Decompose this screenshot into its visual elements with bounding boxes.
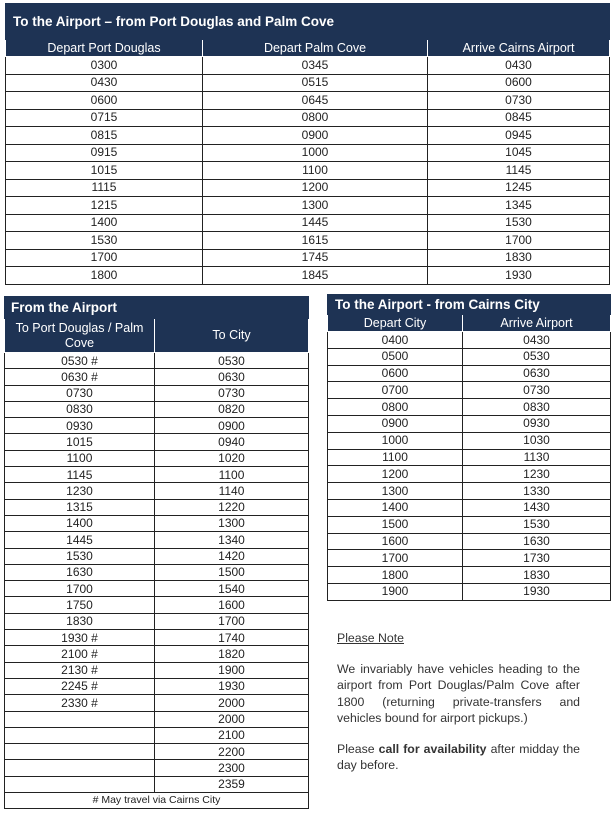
table-row <box>6 144 610 162</box>
table-cell: 0700 <box>328 382 463 399</box>
table-cell: 1015 <box>6 162 203 180</box>
table-cell: 0830 <box>5 401 155 417</box>
table-row <box>328 399 611 416</box>
table-cell: 1345 <box>428 197 610 215</box>
table-cell: 1130 <box>463 449 611 466</box>
table-cell: 0600 <box>428 74 610 92</box>
table-cell: 1530 <box>463 516 611 533</box>
table-row <box>328 432 611 449</box>
table-cell: 1745 <box>203 249 428 267</box>
note-text: after midday the day before. <box>337 741 580 772</box>
table-cell: 0730 <box>155 385 309 401</box>
table-cell: 2130 # <box>5 662 155 678</box>
table-row <box>5 727 309 743</box>
table-cell: 1830 <box>463 567 611 584</box>
table-row <box>5 467 309 483</box>
table-row <box>5 678 309 694</box>
table-cell: 1930 # <box>5 630 155 646</box>
table-cell: 1530 <box>6 232 203 250</box>
table-cell: 0730 <box>463 382 611 399</box>
note-paragraph-vehicles: We invariably have vehicles heading to the airport from Port Douglas/Palm Cove after 1800 (returning private-transfers and vehicles bound for airport pickups.) <box>337 661 580 725</box>
table-row <box>5 401 309 417</box>
table-row <box>6 179 610 197</box>
table-cell: 1000 <box>328 432 463 449</box>
table-row <box>328 332 611 349</box>
table-row <box>5 760 309 776</box>
table-cell: 1200 <box>203 179 428 197</box>
table-cell: 1930 <box>428 267 610 285</box>
note-heading: Please Note <box>337 631 404 645</box>
table-cell: 2200 <box>155 744 309 760</box>
table-cell: 1615 <box>203 232 428 250</box>
table-cell: 0800 <box>203 109 428 127</box>
table-cell: 1700 <box>428 232 610 250</box>
table-cell: 0730 <box>428 92 610 110</box>
table-cell: 1700 <box>328 550 463 567</box>
table-cell: 1315 <box>5 499 155 515</box>
table-cell: 2000 <box>155 711 309 727</box>
table-row <box>328 483 611 500</box>
table-cell: 1830 <box>5 613 155 629</box>
table-cell: 0715 <box>6 109 203 127</box>
table-row <box>328 365 611 382</box>
table-row <box>5 744 309 760</box>
col-header-depart-port-douglas: Depart Port Douglas <box>6 40 203 57</box>
table-row <box>5 581 309 597</box>
table-cell: 1100 <box>328 449 463 466</box>
table-cell: 2330 # <box>5 695 155 711</box>
table-row <box>6 57 610 75</box>
to-airport-from-port-douglas-table <box>5 3 610 285</box>
table-cell: 1340 <box>155 532 309 548</box>
table-cell: 0930 <box>463 415 611 432</box>
table-cell: 0945 <box>428 127 610 145</box>
table-cell: 0645 <box>203 92 428 110</box>
table-cell: 1115 <box>6 179 203 197</box>
table-cell: 1300 <box>155 515 309 531</box>
table-cell: 0530 # <box>5 353 155 369</box>
table-row <box>328 583 611 600</box>
table-cell <box>5 744 155 760</box>
to-airport-from-cairns-city-table <box>327 294 611 601</box>
table-cell: 1445 <box>5 532 155 548</box>
table-row <box>328 567 611 584</box>
table-row <box>5 353 309 369</box>
table-cell: 1330 <box>463 483 611 500</box>
table-cell: 0630 # <box>5 369 155 385</box>
table-cell: 2300 <box>155 760 309 776</box>
table-row <box>5 369 309 385</box>
table-cell: 1020 <box>155 450 309 466</box>
table-cell: 1045 <box>428 144 610 162</box>
table-row <box>5 532 309 548</box>
table-cell: 1800 <box>6 267 203 285</box>
col-header-depart-palm-cove: Depart Palm Cove <box>203 40 428 57</box>
table-row <box>5 646 309 662</box>
table-row <box>328 449 611 466</box>
table-cell: 1100 <box>203 162 428 180</box>
table-cell: 1400 <box>5 515 155 531</box>
table-row <box>6 197 610 215</box>
table-row <box>328 466 611 483</box>
table-cell: 1700 <box>5 581 155 597</box>
table-row <box>328 533 611 550</box>
table-row <box>5 597 309 613</box>
table-cell: 0900 <box>155 418 309 434</box>
table-row <box>328 516 611 533</box>
table-row <box>6 232 610 250</box>
table-cell: 1400 <box>328 499 463 516</box>
table-cell: 0900 <box>328 415 463 432</box>
table-cell: 1445 <box>203 214 428 232</box>
table-row <box>6 162 610 180</box>
footnote: # May travel via Cairns City <box>5 793 309 809</box>
table-cell: 1500 <box>155 564 309 580</box>
table-body <box>5 353 309 793</box>
table-cell: 1630 <box>5 564 155 580</box>
table-cell <box>5 727 155 743</box>
table-cell: 1700 <box>155 613 309 629</box>
table-cell: 2359 <box>155 776 309 792</box>
table-cell: 1200 <box>328 466 463 483</box>
col-header-to-port-douglas-palm-cove: To Port Douglas / Palm Cove <box>5 319 155 353</box>
table-cell: 1845 <box>203 267 428 285</box>
table-row <box>5 499 309 515</box>
table-cell: 1820 <box>155 646 309 662</box>
table-cell: 1245 <box>428 179 610 197</box>
table-row <box>328 499 611 516</box>
table-cell: 0830 <box>463 399 611 416</box>
table-cell: 1420 <box>155 548 309 564</box>
col-header-arrive-cairns-airport: Arrive Cairns Airport <box>428 40 610 57</box>
table-cell: 0630 <box>463 365 611 382</box>
table-row <box>6 109 610 127</box>
table-cell: 0930 <box>5 418 155 434</box>
table-cell: 1145 <box>5 467 155 483</box>
table-cell: 1030 <box>463 432 611 449</box>
table-row <box>5 515 309 531</box>
table-cell: 1430 <box>463 499 611 516</box>
table-cell: 1700 <box>6 249 203 267</box>
table-cell: 1220 <box>155 499 309 515</box>
table-cell: 0500 <box>328 348 463 365</box>
table-cell: 1930 <box>463 583 611 600</box>
table-title: To the Airport - from Cairns City <box>328 295 611 315</box>
table-cell: 0430 <box>428 57 610 75</box>
col-header-depart-city: Depart City <box>328 315 463 332</box>
table-row <box>328 348 611 365</box>
table-row <box>6 92 610 110</box>
table-cell: 0530 <box>155 353 309 369</box>
table-cell <box>5 776 155 792</box>
table-row <box>6 249 610 267</box>
table-cell: 2100 # <box>5 646 155 662</box>
table-cell: 1830 <box>428 249 610 267</box>
table-cell: 0300 <box>6 57 203 75</box>
table-cell: 1145 <box>428 162 610 180</box>
table-cell: 0600 <box>6 92 203 110</box>
table-cell: 0630 <box>155 369 309 385</box>
table-cell: 0400 <box>328 332 463 349</box>
table-cell: 1140 <box>155 483 309 499</box>
table-row <box>328 382 611 399</box>
table-cell: 0430 <box>6 74 203 92</box>
table-cell: 1900 <box>328 583 463 600</box>
table-cell: 1530 <box>428 214 610 232</box>
table-row <box>5 613 309 629</box>
table-row <box>328 550 611 567</box>
table-cell: 1740 <box>155 630 309 646</box>
table-row <box>5 662 309 678</box>
table-cell: 1100 <box>5 450 155 466</box>
table-cell: 1500 <box>328 516 463 533</box>
table-row <box>6 267 610 285</box>
table-cell: 1630 <box>463 533 611 550</box>
table-cell: 1530 <box>5 548 155 564</box>
table-cell: 1600 <box>155 597 309 613</box>
table-row <box>5 564 309 580</box>
table-cell: 0940 <box>155 434 309 450</box>
table-row <box>6 127 610 145</box>
table-row <box>5 695 309 711</box>
call-for-availability-text: call for availability <box>378 741 487 756</box>
table-cell: 1100 <box>155 467 309 483</box>
table-cell: 1230 <box>5 483 155 499</box>
table-cell: 1800 <box>328 567 463 584</box>
table-cell: 0845 <box>428 109 610 127</box>
table-row <box>5 711 309 727</box>
note-text: Please <box>337 741 379 756</box>
table-cell <box>5 711 155 727</box>
col-header-to-city: To City <box>155 319 309 353</box>
table-cell: 1900 <box>155 662 309 678</box>
table-row <box>5 776 309 792</box>
table-cell: 0430 <box>463 332 611 349</box>
table-row <box>5 418 309 434</box>
table-cell: 1300 <box>328 483 463 500</box>
table-row <box>5 630 309 646</box>
table-cell: 0345 <box>203 57 428 75</box>
table-cell: 1930 <box>155 678 309 694</box>
table-cell: 1015 <box>5 434 155 450</box>
table-cell: 0600 <box>328 365 463 382</box>
table-cell: 0800 <box>328 399 463 416</box>
table-row <box>328 415 611 432</box>
table-cell: 1400 <box>6 214 203 232</box>
table-row <box>5 385 309 401</box>
table-title: From the Airport <box>5 297 309 319</box>
from-airport-table <box>4 296 309 809</box>
table-cell: 1750 <box>5 597 155 613</box>
table-cell: 2000 <box>155 695 309 711</box>
note-paragraph-availability <box>337 741 580 774</box>
table-cell <box>5 760 155 776</box>
table-row <box>5 434 309 450</box>
table-row <box>6 214 610 232</box>
col-header-arrive-airport: Arrive Airport <box>463 315 611 332</box>
table-cell: 1215 <box>6 197 203 215</box>
table-cell: 0815 <box>6 127 203 145</box>
table-cell: 1540 <box>155 581 309 597</box>
table-title: To the Airport – from Port Douglas and Palm Cove <box>6 4 610 40</box>
table-cell: 2100 <box>155 727 309 743</box>
table-cell: 1230 <box>463 466 611 483</box>
table-body <box>328 332 611 601</box>
table-cell: 1000 <box>203 144 428 162</box>
table-cell: 2245 # <box>5 678 155 694</box>
table-cell: 0820 <box>155 401 309 417</box>
table-cell: 0900 <box>203 127 428 145</box>
please-note-section <box>337 630 580 788</box>
table-cell: 0515 <box>203 74 428 92</box>
table-row <box>5 483 309 499</box>
table-cell: 1300 <box>203 197 428 215</box>
table-row <box>5 450 309 466</box>
table-row <box>5 548 309 564</box>
table-cell: 0730 <box>5 385 155 401</box>
table-cell: 1600 <box>328 533 463 550</box>
table-cell: 0530 <box>463 348 611 365</box>
table-body <box>6 57 610 285</box>
table-cell: 1730 <box>463 550 611 567</box>
table-cell: 0915 <box>6 144 203 162</box>
table-row <box>6 74 610 92</box>
